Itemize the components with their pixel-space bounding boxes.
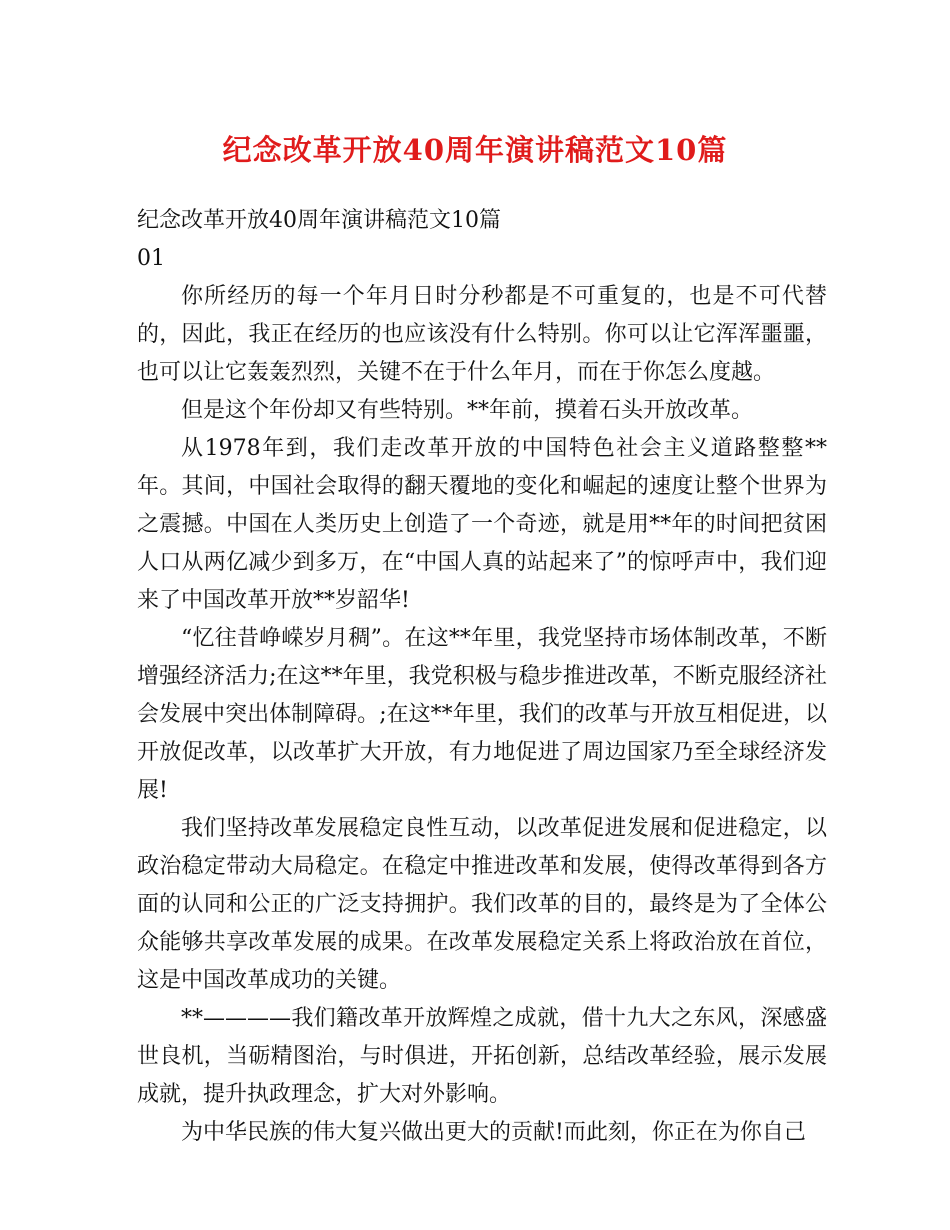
document-subtitle: 纪念改革开放40周年演讲稿范文10篇 xyxy=(137,208,501,233)
paragraph: 为中华民族的伟大复兴做出更大的贡献!而此刻，你正在为你自己 xyxy=(181,1120,806,1145)
paragraph: 我们坚持改革发展稳定良性互动，以改革促进发展和促进稳定，以政治稳定带动大局稳定。在稳定中推进改革和发展，使得改革得到各方面的认同和公正的广泛支持拥护。我们改革的目的，最终是为了全体公众能够共享改革发展的成果。在改革发展稳定关系上将政治放在首位，这是中国改革成功的关键。 xyxy=(137,816,827,993)
paragraph: “忆往昔峥嵘岁月稠”。在这**年里，我党坚持市场体制改革，不断增强经济活力;在这**年里，我党积极与稳步推进改革，不断克服经济社会发展中突出体制障碍。;在这**年里，我们的改革与开放互相促进，以开放促改革，以改革扩大开放，有力地促进了周边国家乃至全球经济发展! xyxy=(137,626,827,803)
paragraph: 你所经历的每一个年月日时分秒都是不可重复的，也是不可代替的，因此，我正在经历的也应该没有什么特别。你可以让它浑浑噩噩，也可以让它轰轰烈烈，关键不在于什么年月，而在于你怎么度越。 xyxy=(137,284,827,385)
paragraph: **————我们籍改革开放辉煌之成就，借十九大之东风，深感盛世良机，当砺精图治，与时俱进，开拓创新，总结改革经验，展示发展成就，提升执政理念，扩大对外影响。 xyxy=(137,1006,827,1107)
document-title: 纪念改革开放40周年演讲稿范文10篇 xyxy=(222,133,728,167)
document-body xyxy=(137,202,827,1152)
paragraph: 从1978年到，我们走改革开放的中国特色社会主义道路整整**年。其间，中国社会取得的翻天覆地的变化和崛起的速度让整个世界为之震撼。中国在人类历史上创造了一个奇迹，就是用**年的时间把贫困人口从两亿减少到多万，在“中国人真的站起来了”的惊呼声中，我们迎来了中国改革开放**岁韶华! xyxy=(137,436,827,613)
section-number: 01 xyxy=(137,246,165,271)
paragraph: 但是这个年份却又有些特别。**年前，摸着石头开放改革。 xyxy=(181,398,754,423)
